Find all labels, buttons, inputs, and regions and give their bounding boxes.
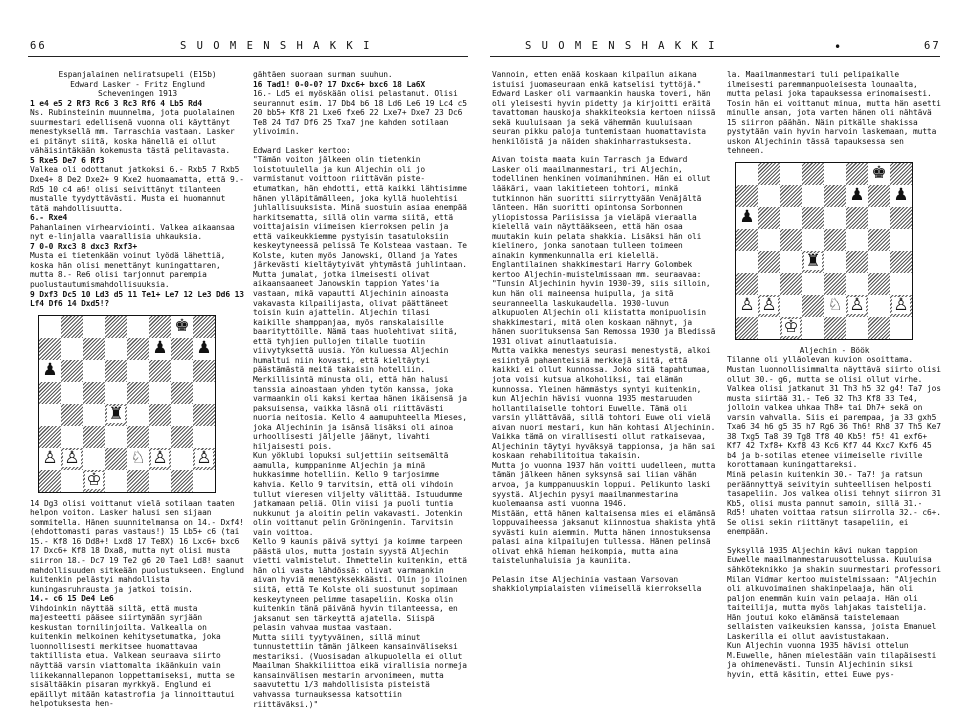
board-square bbox=[824, 229, 846, 251]
board-square bbox=[149, 404, 171, 426]
board-square bbox=[758, 207, 780, 229]
chess-piece-icon: ♟ bbox=[739, 207, 755, 228]
board-square bbox=[39, 448, 61, 470]
board-square bbox=[868, 295, 890, 317]
board-square bbox=[39, 426, 61, 448]
paragraph bbox=[727, 537, 942, 546]
board-square bbox=[193, 338, 215, 360]
board-square bbox=[736, 295, 758, 317]
board-square bbox=[890, 317, 912, 339]
board-square bbox=[149, 382, 171, 404]
board-square bbox=[758, 229, 780, 251]
board-square bbox=[890, 185, 912, 207]
chess-piece-icon: ♜ bbox=[805, 251, 821, 272]
chess-piece-icon: ♟ bbox=[849, 185, 865, 206]
board-square bbox=[171, 404, 193, 426]
paragraph bbox=[492, 146, 718, 155]
right-column-1 bbox=[492, 70, 718, 594]
board-square bbox=[83, 382, 105, 404]
board-square bbox=[83, 338, 105, 360]
board-square bbox=[824, 185, 846, 207]
board-square bbox=[171, 360, 193, 382]
board-square bbox=[105, 404, 127, 426]
board-square bbox=[193, 448, 215, 470]
board-square bbox=[758, 295, 780, 317]
board-square bbox=[868, 163, 890, 185]
board-square bbox=[824, 273, 846, 295]
board-square bbox=[105, 448, 127, 470]
board-square bbox=[736, 273, 758, 295]
board-square bbox=[171, 338, 193, 360]
board-square bbox=[736, 251, 758, 273]
board-square bbox=[868, 185, 890, 207]
board-square bbox=[171, 316, 193, 338]
board-square bbox=[890, 163, 912, 185]
right-column-2 bbox=[727, 70, 942, 680]
paragraph: 9 Dxf3 Dc5 10 Ld3 d5 11 Te1+ Le7 12 Le3 Dd6 13 Lf4 Df6 14 Dxd5!? bbox=[30, 289, 244, 309]
board-square bbox=[149, 316, 171, 338]
board-square bbox=[149, 448, 171, 470]
board-square bbox=[127, 382, 149, 404]
board-square bbox=[846, 273, 868, 295]
board-square bbox=[890, 251, 912, 273]
board-square bbox=[83, 316, 105, 338]
paragraph: Mutta siili tyytyväinen, sillä minut tunnustettiin tämän jälkeen kansainväliseksi mestariksi. (Vuosisadan alkupuolella ei ollut Maailman Shakkiliittoa eikä virallisia normeja kansainvälisen mestarin arvonimeen, mutta saavutettu 1/3 mahdollisista pisteistä vahvassa turnauksessa katsottiin riittäväksi.)" bbox=[253, 632, 467, 709]
paragraph: gähtäen suoraan surman suuhun. bbox=[253, 70, 393, 79]
board-square bbox=[824, 251, 846, 273]
paragraph: la. Maailmanmestari tuli pelipaikalle ilmeisesti paremmanpuoleisesta lounaalta, mutta pelasi joka tapauksessa erinomaisesti. Tosin hän ei voittanut minua, mutta hän asetti minulle ansan, jota varten hänen oli nähtävä 15 siirron päähän. Näin pitkälle shakissa pystytään vain hyvin harvoin laskemaan, mutta uskon Aljechinin tässä tapauksessa sen tehneen. bbox=[727, 70, 941, 156]
board-square bbox=[846, 251, 868, 273]
board-square bbox=[890, 295, 912, 317]
chess-piece-icon: ♙ bbox=[849, 295, 865, 316]
paragraph: 16 Tad1! 0-0-0? 17 Dxc6+ bxc6 18 La6X bbox=[253, 79, 426, 89]
paragraph: Mistään, että hänen kaltaisensa mies ei elämänsä loppuvaiheessa jaksanut kiinnostua shakista yhtä syvästi kuin aiemmin. Mutta hänen innostuksensa palasi aina kilpailujen tullessa. Hänen pelinsä olivat ehkä hieman heikompia, mutta aina taistelunhaluisia ja kauniita. bbox=[492, 508, 716, 566]
paragraph: 14.- c6 15 De4 Le6 bbox=[30, 594, 114, 604]
board-square bbox=[193, 470, 215, 492]
board-square bbox=[780, 207, 802, 229]
board-square bbox=[758, 163, 780, 185]
board-square bbox=[802, 163, 824, 185]
board-square bbox=[736, 229, 758, 251]
paragraph: Pahanlainen virhearviointi. Valkea aikaansaa nyt e-linjalla vaarallisia uhkauksia. bbox=[30, 222, 235, 242]
board-square bbox=[127, 404, 149, 426]
chess-piece-icon: ♘ bbox=[130, 448, 146, 469]
paragraph: "Tämän voiton jälkeen olin tietenkin loistotuulella ja kun Aljechin oli jo varmistanut voittoon riittävän piste-etumatkan, hän ehdotti, että kaikki lähtisimme hänen ylläpitämälleen, joka kyllä huolehtisi juhlallisuuksista. Minä suostuin asiaa enempää harkitsematta, sillä olin varma siitä, että voittajaisin viimeisen kierroksen pelin ja että vaikeukkiemme pystyisin tasatuloksiin keskeytyneessä pelissä Te Kolsteaa vastaan. Te Kolste, kuten myös Janowski, Olland ja Yates järkevästi kieltäytyivät yhtymästä juhlintaan. bbox=[253, 155, 467, 270]
chess-piece-icon: ♙ bbox=[64, 448, 80, 469]
board-square bbox=[780, 251, 802, 273]
board-square bbox=[780, 185, 802, 207]
board-square bbox=[758, 251, 780, 273]
paragraph: Ns. Rubinsteinin muunnelma, jota puolalainen suurmestari edellisenä vuonna oli käyttänyt menestyksellä mm. Tarraschia vastaan. Lasker ei pitänyt siitä, koska hänellä ei ollut vähäisintäkään kokemusta tästä pelitavasta. bbox=[30, 108, 235, 156]
board-square bbox=[105, 360, 127, 382]
board-square bbox=[83, 470, 105, 492]
board-square bbox=[61, 382, 83, 404]
board-square bbox=[824, 295, 846, 317]
board-square bbox=[736, 163, 758, 185]
paragraph: Edward Lasker - Fritz Englund bbox=[70, 79, 205, 89]
board-square bbox=[149, 360, 171, 382]
board-square bbox=[127, 470, 149, 492]
diagram-caption: Aljechin - Böök bbox=[799, 345, 870, 355]
board-square bbox=[193, 382, 215, 404]
board-square bbox=[193, 426, 215, 448]
chess-piece-icon: ♚ bbox=[174, 316, 190, 337]
board-square bbox=[61, 448, 83, 470]
paragraph bbox=[253, 137, 468, 146]
paragraph: Scheveningen 1913 bbox=[97, 89, 178, 99]
board-square bbox=[61, 470, 83, 492]
board-square bbox=[846, 207, 868, 229]
board-square bbox=[846, 317, 868, 339]
board-square bbox=[39, 316, 61, 338]
board-square bbox=[105, 382, 127, 404]
paragraph: 6.- Rxe4 bbox=[30, 213, 68, 223]
board-square bbox=[890, 207, 912, 229]
chess-piece-icon: ♟ bbox=[196, 338, 212, 359]
chess-piece-icon: ♙ bbox=[761, 295, 777, 316]
chess-piece-icon: ♚ bbox=[871, 163, 887, 184]
board-square bbox=[127, 426, 149, 448]
board-square bbox=[149, 338, 171, 360]
board-square bbox=[780, 295, 802, 317]
board-square bbox=[105, 316, 127, 338]
board-square bbox=[802, 207, 824, 229]
paragraph: Englantilainen shakkimestari Harry Golombek kertoo Aljechin-muistelmissaan mm. seuraavaa: bbox=[492, 260, 702, 279]
board-square bbox=[846, 295, 868, 317]
left-column-1 bbox=[30, 70, 245, 709]
board-square bbox=[127, 448, 149, 470]
paragraph: Espanjalainen neliratsupeli (E15b) bbox=[58, 70, 217, 79]
paragraph: Syksyllä 1935 Aljechin kävi nukan tappion Euwelle maailmanmestaruusottelussa. Kuuluisa sähköteknikko ja shakin suurmestari professori Milan Vidmar kertoo muistelmissaan: "Aljechin oli alkuvoimainen shakinpelaaja, hän oli paljon enemmän kuin vain pelaaja. Hän oli taiteilija, mutta myös lahjakas taistelija. Hän joutui koko elämänsä taistelemaan sellaisten vaikeuksien kanssa, joista Emanuel Laskerilla ei ollut aavistustakaan. bbox=[727, 545, 941, 641]
paragraph: Edward Lasker oli varmaankin hauska toveri, hän oli yleisesti hyvin pidetty ja kirjoitti eräitä tavattoman hauskoja shakkiteoksia kertoen niissä sekä kuuluisaan ja sekä vähemmän kuuluisaan seuran pikku paloja tuntemistaan huomattavista henkilöistä ja näiden shakinharrastuksesta. bbox=[492, 89, 716, 146]
board-square bbox=[758, 317, 780, 339]
chess-piece-icon: ♟ bbox=[152, 338, 168, 359]
board-square bbox=[105, 470, 127, 492]
board-square bbox=[780, 317, 802, 339]
board-square bbox=[868, 207, 890, 229]
board-square bbox=[149, 426, 171, 448]
paragraph: Aivan toista maata kuin Tarrasch ja Edward Lasker oli maailmanmestari, tri Aljechin, todellinen henkinen voimanihminen. Hän ei ollut lääkäri, vaan lakitieteen tohtori, minkä tutkinnon hän suoritti siirryttyään Venäjältä länteen. Hän suoritti opintonsa Sorbonnen yliopistossa Pariisissa ja vieläpä vieraalla kielellä vain näyttääkseen, että hän osaa muutakin kuin pelata shakkia. Lisäksi hän oli kielinero, jonka sanotaan tulleen toimeen ainakin kymmenkunnalla eri kielellä. bbox=[492, 155, 711, 260]
board-square bbox=[780, 273, 802, 295]
board-square bbox=[736, 207, 758, 229]
paragraph: Musta ei tietenkään voinut lyödä lähettiä, koska hän olisi menettänyt kuningattaren, mutta 8.- Re6 olisi tarjonnut parempia puolustautumismahdollisuuksia. bbox=[30, 251, 226, 290]
chess-piece-icon: ♔ bbox=[783, 317, 799, 338]
paragraph: Vannoin, etten enää koskaan kilpailun aikana istuisi juomaseuraan enkä katselisi tyttöjä." bbox=[492, 70, 702, 89]
board-square bbox=[105, 426, 127, 448]
board-square bbox=[171, 426, 193, 448]
left-column-2 bbox=[253, 70, 468, 709]
paragraph: Kun yöklubi lopuksi suljettiin seitsemältä aamulla, kumppaninme Aljechin ja minä hukkasimme hotelliin. Kello 9 tarjosimme kahvia. Kello 9 tarvitsin, että oli vihdoin tullut vieresen viljelty välittää. Istuudumme jatkamaan peliä. Olin viisi ja puoli tuntia nukkunut ja aloitin pelin vakavasti. Jotenkin olin voittanut pelin Gröningenin. Tarvitsin vain voittoa. bbox=[253, 451, 463, 537]
board-square bbox=[868, 317, 890, 339]
board-square bbox=[802, 273, 824, 295]
paragraph bbox=[492, 566, 718, 575]
board-square bbox=[61, 338, 83, 360]
board-square bbox=[39, 470, 61, 492]
left-header-rule bbox=[28, 56, 468, 57]
board-square bbox=[193, 404, 215, 426]
left-page-number: 66 bbox=[30, 40, 47, 52]
board-square bbox=[193, 316, 215, 338]
paragraph: Kun Aljechin vuonna 1935 hävisi ottelun M.Euwelle, hänen mielestään vain tilapäisesti ja ohimenevästi. Tunsin Aljechinin siksi hyvin, että käsitin, ettei Euwe pys- bbox=[727, 641, 937, 679]
board-square bbox=[83, 404, 105, 426]
board-square bbox=[127, 316, 149, 338]
board-square bbox=[868, 229, 890, 251]
chess-piece-icon: ♘ bbox=[827, 295, 843, 316]
paragraph: 7 0-0 Rxc3 8 dxc3 Rxf3+ bbox=[30, 241, 137, 251]
board-square bbox=[824, 317, 846, 339]
board-square bbox=[802, 317, 824, 339]
board-square bbox=[890, 229, 912, 251]
chess-piece-icon: ♙ bbox=[42, 448, 58, 469]
paragraph: 5 Rxe5 De7 6 Rf3 bbox=[30, 155, 105, 165]
paragraph: Edward Lasker kertoo: bbox=[253, 145, 351, 155]
board-square bbox=[39, 360, 61, 382]
board-square bbox=[802, 229, 824, 251]
board-square bbox=[61, 426, 83, 448]
board-square bbox=[39, 404, 61, 426]
board-square bbox=[780, 163, 802, 185]
right-header-rule bbox=[490, 56, 940, 57]
board-square bbox=[868, 251, 890, 273]
board-square bbox=[802, 185, 824, 207]
board-square bbox=[868, 273, 890, 295]
paragraph: Pelasin itse Aljechinia vastaan Varsovan shakkiolympialaisten viimeisellä kierroksella bbox=[492, 574, 702, 594]
board-square bbox=[171, 448, 193, 470]
board-square bbox=[39, 338, 61, 360]
paragraph: 14 Dg3 olisi voittanut vielä sotilaan taaten helpon voiton. Lasker halusi sen sijaan sommitella. Hänen suunnitelmansa on 14.- Dxf4! (ehdottomasti paras vastaus!) 15 Lb5+ c6 (tai 15.- Kf8 16 Dd8+! Lxd8 17 Te8X) 16 Lxc6+ bxc6 17 Dxc6+ Kf8 18 Dxa8, mutta nyt olisi musta siirron 18.- Dc7 19 Te2 g6 20 Tae1 Ld8! saanut mahdollisuuden sitkeään puolustukseen. Englund kuitenkin pelästyi mahdollista kuningasruhrausta ja jatkoi toisin. bbox=[30, 498, 244, 594]
left-page-section: S U O M E N S H A K K I bbox=[180, 40, 372, 52]
board-square bbox=[890, 273, 912, 295]
paragraph: Mutta jo vuonna 1937 hän voitti uudelleen, mutta tämän jälkeen hänen syksynsä sai liian vähän arvoa, ja kumppanuuskin loppui. Pelikunto laski syystä. Aljechin pysyi maailmanmestarina kuolemaansa asti vuonna 1946. bbox=[492, 460, 716, 509]
board-square bbox=[39, 382, 61, 404]
board-square bbox=[61, 360, 83, 382]
chess-piece-icon: ♙ bbox=[739, 295, 755, 316]
paragraph: Mutta vaikka menestys seurasi menestystä, alkoi esiintyä pahaenteisiä merkkejä siitä, että kaikki ei ollut kunnossa. Joko sitä tapahtumaa, jota voisi kutsua alkoholiksi, tai elämän kunnossa. Yleinen hämmästys syntyi kuitenkin, kun Aljechin hävisi vuonna 1935 mestaruuden hollantilaiselle tohtori Euwelle. Tämä oli varsin yllättävää, sillä tohtori Euwe oli vielä aivan nuori mestari, kun hän kohtasi Aljechinin. Vaikka tämä on virallisesti ollut ratkaisevaa, Aljechinin täytyi hyväksyä tappionsa, ja hän sai koskaan rehabilitoitua takaisin. bbox=[492, 346, 716, 461]
board-square bbox=[758, 273, 780, 295]
board-square bbox=[149, 470, 171, 492]
board-square bbox=[736, 185, 758, 207]
board-square bbox=[105, 338, 127, 360]
board-square bbox=[83, 448, 105, 470]
board-square bbox=[83, 360, 105, 382]
paragraph: Kello 9 kaunis päivä syttyi ja koimme tarpeen päästä ulos, mutta jostain syystä Aljechin vietti valmistelut. Ihmettelin kuitenkin, että hän oli vasta lähdössä: olivat varmaankin aivan hyviä menestyksekkäästi. Olin jo iloinen siitä, että Te Kolste oli suostunut sopimaan keskeytyneen pelimme tasapeliin. Koska olin kuitenkin tänä päivänä hyvin tilanteessa, en jaksanut sen tärkeyttä ajatella. Siispä pelasin vahvaa mustaa vastaan. bbox=[253, 537, 467, 633]
board-square bbox=[846, 185, 868, 207]
paragraph: Valkea oli odottanut jatkoksi 6.- Rxb5 7 Rxb5 Dxe4+ 8 De2 Dxe2+ 9 Kxe2 huomaamatta, että 9.- Rd5 10 c4 a6! olisi seivittänyt tilanteen mustalle tyydyttävästi. Musta ei huomannut tätä mahdollisuutta. bbox=[30, 165, 244, 213]
paragraph: Minä pelasin kuitenkin 30.- Ta7! ja ratsun peräännyttyä seivityin suhteellisen helposti tasapeliin. Jos valkea olisi tehnyt siirron 31 Kb5, olisi musta pannut samoin, sillä 31.- Rd5! uhaten voittaa ratsun siirrolla 32.- c6+. Se olisi sekin riittänyt tasapeliin, ei enempään. bbox=[727, 470, 941, 537]
paragraph: 1 e4 e5 2 Rf3 Rc6 3 Rc3 Rf6 4 Lb5 Rd4 bbox=[30, 98, 203, 108]
board-square bbox=[780, 229, 802, 251]
paragraph: 16.- Ld5 ei myöskään olisi pelastanut. Olisi seurannut esim. 17 Db4 b6 18 Ld6 Le6 19 Lc4 c5 20 bb5+ Kf8 21 Lxe6 fxe6 22 Lxe7+ Dxe7 23 Dc6 Te8 24 Td7 Df6 25 Txa7 jne kahden sotilaan ylivoimin. bbox=[253, 89, 467, 137]
paragraph: Mutta jumalat, jotka ilmeisesti olivat aikaansaaneet Janowskin tappion Yates'ia vastaan, mikä vapautti Aljechinin ainoasta vakavasta kilpailijasta, olivat päättäneet toisin kuin ajattelin. Aljechin tilasi kaikille shamppanjaa, myös ranskalaisille baarityttöille. Nämä taas huolehtivat siitä, että tyhjien pullojen tilalle tuotiin viivytyksettä uusia. Yön kuluessa Aljechin humaltui niin kovasti, että kieltäytyi päästämästä meitä takaisin hotelliin. bbox=[253, 269, 458, 375]
board-square bbox=[758, 185, 780, 207]
right-page-number: 67 bbox=[924, 40, 941, 52]
board-square bbox=[193, 360, 215, 382]
paragraph: Merkillisintä minusta oli, että hän halusi tanssia ainoastaan yhden tytön kanssa, joka varmaankin oli kaksi kertaa hänen ikäisensä ja paksuisensa, vaikka läsnä oli riittävästi nuoria neitosia. Kello 4 aamupuhteella Mieses, joka Aljechinin ja isänsä lisäksi oli ainoa urhoollisesti jäljelle jäänyt, livahti hiljaisesti pois. bbox=[253, 374, 467, 451]
chess-diagram-2 bbox=[735, 162, 913, 340]
chess-piece-icon: ♜ bbox=[108, 404, 124, 425]
board-square bbox=[802, 295, 824, 317]
board-square bbox=[736, 317, 758, 339]
board-square bbox=[824, 207, 846, 229]
chess-piece-icon: ♙ bbox=[196, 448, 212, 469]
chess-piece-icon: ♟ bbox=[893, 185, 909, 206]
board-square bbox=[846, 163, 868, 185]
chess-piece-icon: ♙ bbox=[152, 448, 168, 469]
chess-piece-icon: ♔ bbox=[86, 470, 102, 491]
ink-spot-icon: • bbox=[834, 40, 842, 54]
chess-piece-icon: ♟ bbox=[42, 360, 58, 381]
board-square bbox=[802, 251, 824, 273]
chess-diagram-1 bbox=[38, 315, 216, 493]
board-square bbox=[83, 426, 105, 448]
paragraph: Vihdoinkin näyttää siltä, että musta majesteetti pääsee siirtymään syrjään keskustan tornilinjoilta. Valkealla on kuitenkin melkoinen kehitysetumatka, joka luonnollisesti merkitsee huomattavaa taktillista etua. Valkean seuraava siirto näyttää varsin viattomalta ikäänkuin vain liikekannallepanon loppettamiseksi, mutta se sisältääkin pisaran myrkkyä. Englund ei epäillyt mitään katastrofia ja linnoittautui helpotuksesta hen- bbox=[30, 603, 235, 709]
right-page-section: S U O M E N S H A K K I bbox=[525, 40, 717, 52]
chess-piece-icon: ♙ bbox=[893, 295, 909, 316]
board-square bbox=[171, 470, 193, 492]
paragraph: Tilanne oli ylläolevan kuvion osoittama. Mustan luonnollisimmalta näyttävä siirto olisi ollut 30.- g6, mutta se olisi ollut virhe. Valkea olisi jatkanut 31 Th3 h5 32 g4! Ta7 jos musta siirtää 31.- Te6 32 Th3 Kf8 33 Te4, jolloin valkea uhkaa Th8+ tai Dh7+ sekä on varsin vahvalla. Siis ei parempaa, ja 33 gxh5 Txa6 34 h6 g5 35 h7 Rg6 36 Th6! Rh8 37 Th5 Ke7 38 Txg5 Ta8 39 Tg8 Tf8 40 Kb5! f5! 41 exf6+ Kf7 42 Txf8+ Kxf8 43 Kc6 Kf7 44 Kxc7 Kxf6 45 b4 ja b-sotilas etenee viimeiselle riville korottamaan kuningattareksi. bbox=[727, 355, 941, 470]
board-square bbox=[846, 229, 868, 251]
board-square bbox=[127, 338, 149, 360]
board-square bbox=[61, 404, 83, 426]
board-square bbox=[61, 316, 83, 338]
board-square bbox=[824, 163, 846, 185]
board-square bbox=[171, 382, 193, 404]
paragraph: "Tunsin Aljechinin hyvin 1930-39, siis silloin, kun hän oli maineensa huipulla, ja sitä seuranneella laskukaudella. 1930-luvun alkupuolen Aljechin oli kiistatta monipuolisin shakkimestari, mitä olen koskaan nähnyt, ja hänen suorituksensa San Remossa 1930 ja Bledissä 1931 olivat ainutlaatuisia. bbox=[492, 279, 716, 346]
board-square bbox=[127, 360, 149, 382]
